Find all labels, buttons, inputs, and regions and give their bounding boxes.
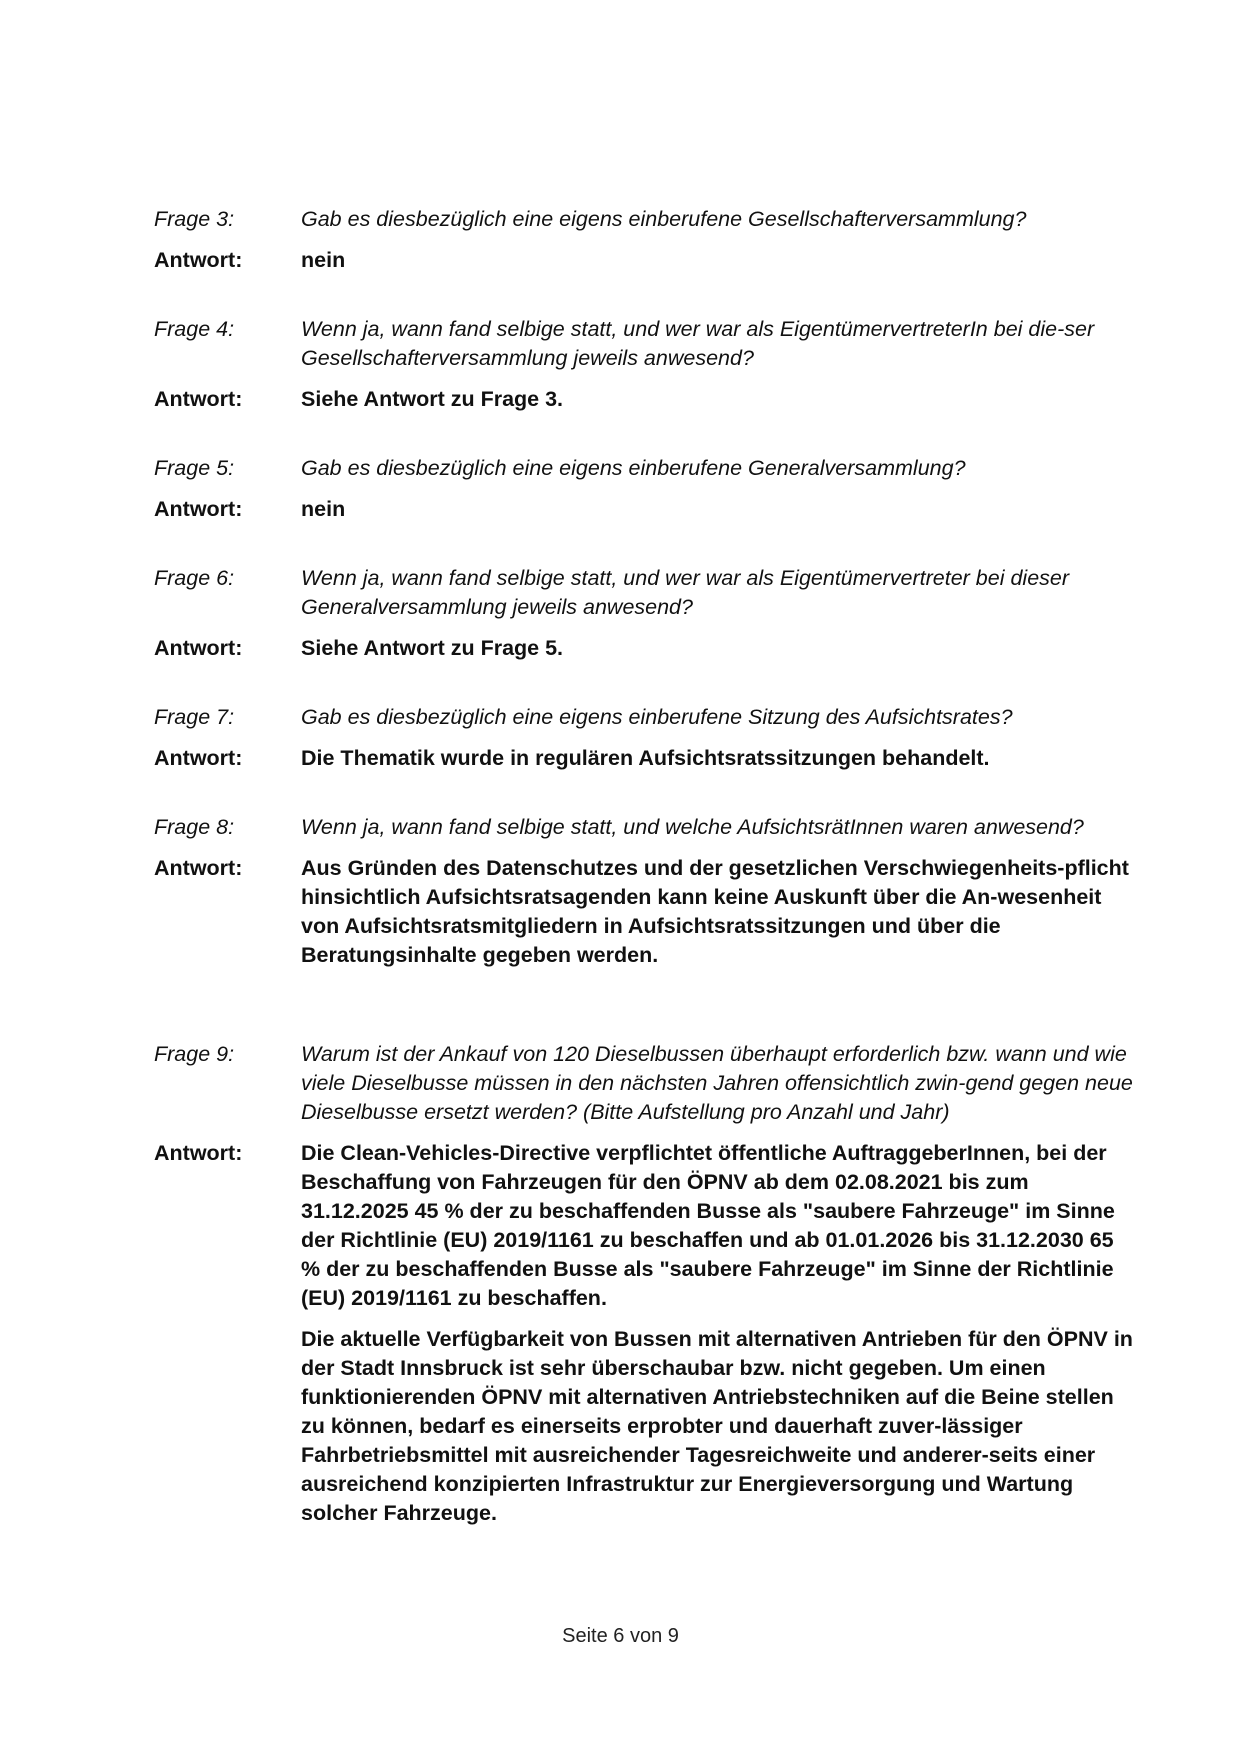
question-text: Gab es diesbezüglich eine eigens einberufene Gesellschafterversammlung? [301, 207, 1027, 231]
qa-item-frage-9 [154, 1040, 1134, 1528]
question-text: Wenn ja, wann fand selbige statt, und wer war als Eigentümervertreter bei dieser Generalversammlung jeweils anwesend? [301, 566, 1070, 619]
question-text: Wenn ja, wann fand selbige statt, und wer war als EigentümervertreterIn bei die-ser Gesellschafterversammlung jeweils anwesend? [301, 317, 1095, 370]
question-row [154, 703, 1134, 732]
answer-text [301, 744, 1134, 773]
answer-label: Antwort: [154, 746, 243, 770]
question-row [154, 454, 1134, 483]
answer-paragraph: Die Clean-Vehicles-Directive verpflichtet öffentliche AuftraggeberInnen, bei der Beschaffung von Fahrzeugen für den ÖPNV ab dem 02.08.2021 bis zum 31.12.2025 45 % der zu beschaffenden Busse als "saubere Fahrzeuge" im Sinne der Richtlinie (EU) 2019/1161 zu beschaffen und ab 01.01.2026 bis 31.12.2030 65 % der zu beschaffenden Busse als "saubere Fahrzeuge" im Sinne der Richtlinie (EU) 2019/1161 zu beschaffen. [301, 1141, 1115, 1310]
question-label: Frage 4: [154, 317, 235, 341]
answer-paragraph: Siehe Antwort zu Frage 5. [301, 636, 564, 660]
qa-item-frage-3 [154, 205, 1134, 275]
question-row [154, 813, 1134, 842]
question-label: Frage 3: [154, 207, 235, 231]
qa-item-frage-8 [154, 813, 1134, 970]
answer-row [154, 634, 1134, 663]
qa-item-frage-4 [154, 315, 1134, 414]
question-text: Gab es diesbezüglich eine eigens einberufene Sitzung des Aufsichtsrates? [301, 705, 1013, 729]
question-row [154, 315, 1134, 373]
answer-text [301, 854, 1134, 970]
answer-paragraph: Die Thematik wurde in regulären Aufsichtsratssitzungen behandelt. [301, 746, 990, 770]
question-text: Gab es diesbezüglich eine eigens einberufene Generalversammlung? [301, 456, 966, 480]
answer-paragraph: Die aktuelle Verfügbarkeit von Bussen mit alternativen Antrieben für den ÖPNV in der Stadt Innsbruck ist sehr überschaubar bzw. nicht gegeben. Um einen funktionierenden ÖPNV mit alternativen Antriebstechniken auf die Beine stellen zu können, bedarf es einerseits erprobter und dauerhaft zuver-lässiger Fahrbetriebsmittel mit ausreichender Tagesreichweite und anderer-seits einer ausreichend konzipierten Infrastruktur zur Energieversorgung und Wartung solcher Fahrzeuge. [301, 1327, 1133, 1525]
answer-label: Antwort: [154, 1141, 243, 1165]
answer-label: Antwort: [154, 497, 243, 521]
answer-text [301, 1139, 1134, 1528]
answer-text [301, 495, 1134, 524]
answer-text [301, 634, 1134, 663]
qa-item-frage-7 [154, 703, 1134, 773]
question-text: Warum ist der Ankauf von 120 Dieselbussen überhaupt erforderlich bzw. wann und wie viele Dieselbusse müssen in den nächsten Jahren offensichtlich zwin-gend gegen neue Dieselbusse ersetzt werden? (Bitte Aufstellung pro Anzahl und Jahr) [301, 1042, 1133, 1124]
answer-paragraph: Siehe Antwort zu Frage 3. [301, 387, 564, 411]
answer-paragraph: nein [301, 497, 346, 521]
answer-row [154, 246, 1134, 275]
qa-item-frage-5 [154, 454, 1134, 524]
answer-paragraph: Aus Gründen des Datenschutzes und der gesetzlichen Verschwiegenheits-pflicht hinsichtlich Aufsichtsratsagenden kann keine Auskunft über die An-wesenheit von Aufsichtsratsmitgliedern in Aufsichtsratssitzungen und über die Beratungsinhalte gegeben werden. [301, 856, 1129, 967]
answer-text [301, 385, 1134, 414]
answer-text [301, 246, 1134, 275]
answer-label: Antwort: [154, 387, 243, 411]
page-number-footer: Seite 6 von 9 [562, 1625, 679, 1647]
document-body [154, 205, 1134, 1528]
question-label: Frage 9: [154, 1042, 235, 1066]
question-label: Frage 7: [154, 705, 235, 729]
question-text: Wenn ja, wann fand selbige statt, und welche AufsichtsrätInnen waren anwesend? [301, 815, 1084, 839]
question-row [154, 1040, 1134, 1127]
question-label: Frage 5: [154, 456, 235, 480]
qa-item-frage-6 [154, 564, 1134, 663]
answer-label: Antwort: [154, 856, 243, 880]
answer-paragraph: nein [301, 248, 346, 272]
answer-label: Antwort: [154, 636, 243, 660]
answer-row [154, 495, 1134, 524]
answer-label: Antwort: [154, 248, 243, 272]
question-label: Frage 6: [154, 566, 235, 590]
question-row [154, 205, 1134, 234]
question-label: Frage 8: [154, 815, 235, 839]
answer-row [154, 1139, 1134, 1528]
answer-row [154, 744, 1134, 773]
answer-row [154, 854, 1134, 970]
answer-row [154, 385, 1134, 414]
question-row [154, 564, 1134, 622]
